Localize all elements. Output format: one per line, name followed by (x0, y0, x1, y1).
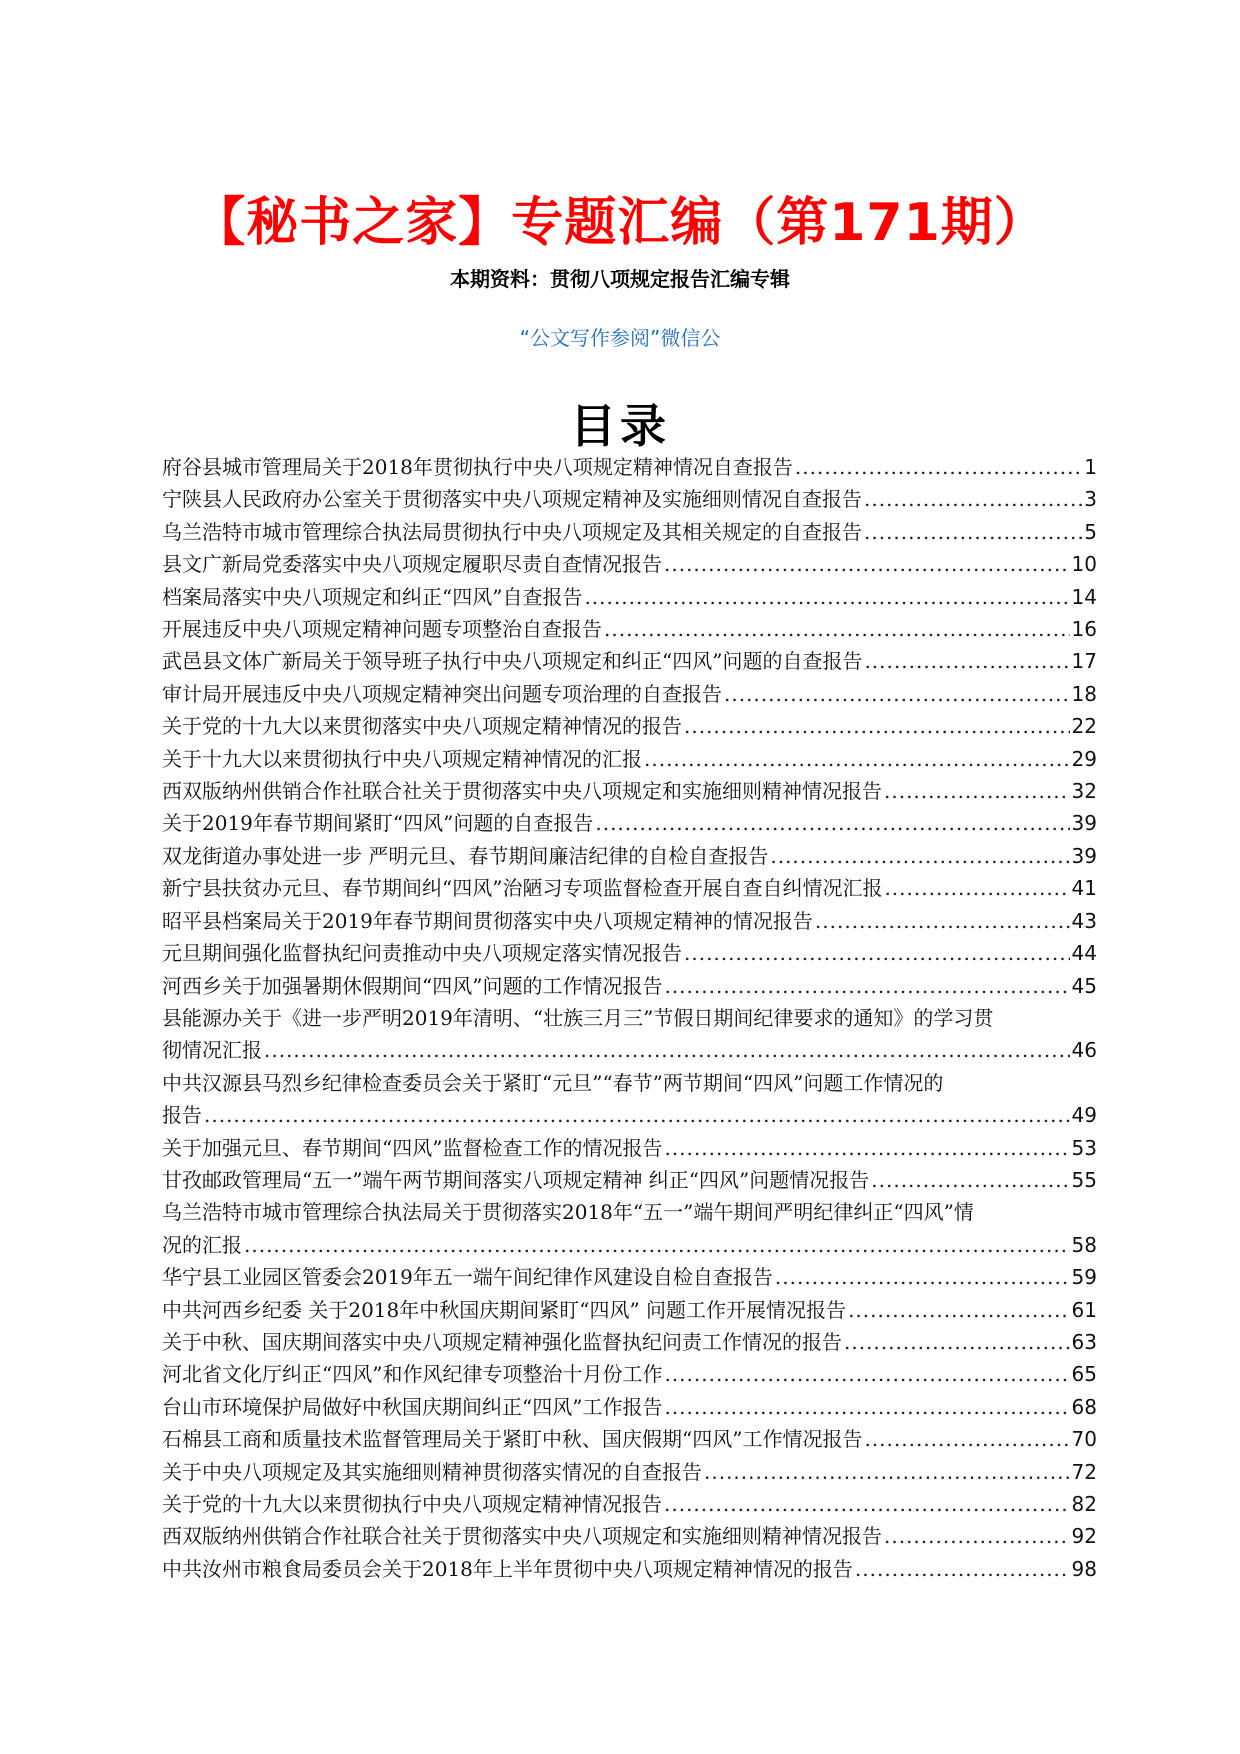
toc-entry[interactable] (162, 581, 1097, 613)
toc-page-number: 72 (1071, 1459, 1097, 1484)
toc-entry[interactable] (162, 937, 1097, 969)
toc-entry-title: 县文广新局党委落实中央八项规定履职尽责自查情况报告 (162, 552, 662, 577)
toc-entry-title: 甘孜邮政管理局“五一”端午两节期间落实八项规定精神 纠正“四风”问题情况报告 (162, 1167, 870, 1192)
toc-entry[interactable] (162, 1520, 1097, 1552)
toc-dot-leader (584, 581, 1069, 613)
toc-dot-leader (775, 1261, 1070, 1293)
toc-entry[interactable] (162, 1294, 1097, 1326)
toc-dot-leader (664, 1488, 1070, 1520)
toc-entry-title: 西双版纳州供销合作社联合社关于贯彻落实中央八项规定和实施细则精神情况报告 (162, 1524, 882, 1549)
toc-entry-title: 开展违反中央八项规定精神问题专项整治自查报告 (162, 617, 602, 642)
toc-entry-title: 华宁县工业园区管委会2019年五一端午间纪律作风建设自检自查报告 (162, 1265, 773, 1290)
toc-page-number: 3 (1084, 487, 1097, 512)
toc-entry-title: 元旦期间强化监督执纪问责推动中央八项规定落实情况报告 (162, 941, 682, 966)
toc-entry[interactable] (162, 1261, 1097, 1293)
toc-entry-title: 关于党的十九大以来贯彻执行中央八项规定精神情况报告 (162, 1492, 662, 1516)
toc-entry-title: 武邑县文体广新局关于领导班子执行中央八项规定和纠正“四风”问题的自查报告 (162, 649, 863, 674)
toc-dot-leader (844, 1326, 1070, 1358)
toc-dot-leader (884, 872, 1069, 904)
toc-page-number: 10 (1071, 552, 1097, 577)
toc-dot-leader (864, 483, 1082, 515)
toc-entry[interactable] (162, 548, 1097, 580)
toc-entry-title-continued: 况的汇报 (162, 1232, 242, 1257)
toc-page-number: 82 (1071, 1492, 1097, 1516)
toc-entry[interactable] (162, 451, 1097, 483)
toc-entry[interactable] (162, 1488, 1097, 1520)
toc-entry-title: 关于中秋、国庆期间落实中央八项规定精神强化监督执纪问责工作情况的报告 (162, 1329, 842, 1354)
toc-entry-title: 府谷县城市管理局关于2018年贯彻执行中央八项规定精神情况自查报告 (162, 455, 793, 479)
toc-page-number: 49 (1071, 1103, 1097, 1128)
toc-entry-title: 西双版纳州供销合作社联合社关于贯彻落实中央八项规定和实施细则精神情况报告 (162, 779, 882, 804)
source-note: “公文写作参阅”微信公 (519, 326, 721, 350)
toc-entry-title: 档案局落实中央八项规定和纠正“四风”自查报告 (162, 584, 583, 609)
toc-entry-title-continued: 报告 (162, 1103, 202, 1128)
issue-subtitle: 本期资料：贯彻八项规定报告汇编专辑 (450, 267, 790, 291)
toc-page-number: 32 (1071, 779, 1097, 804)
toc-page-number: 17 (1071, 649, 1097, 674)
toc-entry-title: 关于十九大以来贯彻执行中央八项规定精神情况的汇报 (162, 746, 642, 771)
toc-dot-leader (795, 451, 1082, 483)
toc-page-number: 55 (1071, 1167, 1097, 1192)
toc-entry-title: 审计局开展违反中央八项规定精神突出问题专项治理的自查报告 (162, 681, 722, 706)
toc-dot-leader (724, 678, 1070, 710)
toc-dot-leader (604, 613, 1070, 645)
table-of-contents (162, 451, 1097, 1585)
toc-entry[interactable] (162, 1391, 1097, 1423)
toc-entry[interactable] (162, 678, 1097, 710)
toc-page-number: 68 (1071, 1394, 1097, 1419)
toc-entry-title: 中共汉源县马烈乡纪律检查委员会关于紧盯“元旦”“春节”两节期间“四风”问题工作情况的 (162, 1070, 944, 1095)
toc-dot-leader (664, 1391, 1069, 1423)
toc-entry-title: 河西乡关于加强暑期休假期间“四风”问题的工作情况报告 (162, 973, 663, 998)
toc-dot-leader (664, 548, 1070, 580)
toc-page-number: 18 (1071, 681, 1097, 706)
toc-dot-leader (664, 970, 1069, 1002)
toc-entry[interactable] (162, 970, 1097, 1002)
toc-dot-leader (204, 1099, 1070, 1131)
toc-page-number: 53 (1071, 1135, 1097, 1160)
toc-entry[interactable] (162, 807, 1097, 839)
toc-entry[interactable] (162, 1164, 1097, 1196)
toc-entry[interactable] (162, 516, 1097, 548)
toc-entry[interactable] (162, 645, 1097, 677)
toc-entry-title: 石棉县工商和质量技术监督管理局关于紧盯中秋、国庆假期“四风”工作情况报告 (162, 1427, 863, 1452)
toc-entry-title: 昭平县档案局关于2019年春节期间贯彻落实中央八项规定精神的情况报告 (162, 908, 813, 933)
toc-dot-leader (848, 1294, 1069, 1326)
toc-page-number: 29 (1071, 746, 1097, 771)
toc-page-number: 58 (1071, 1232, 1097, 1257)
toc-entry-title: 新宁县扶贫办元旦、春节期间纠“四风”治陋习专项监督检查开展自查自纠情况汇报 (162, 876, 883, 901)
toc-entry[interactable] (162, 1326, 1097, 1358)
toc-page-number: 61 (1071, 1297, 1097, 1322)
toc-entry[interactable] (162, 613, 1097, 645)
toc-page-number: 1 (1084, 455, 1097, 479)
toc-entry-title: 中共汝州市粮食局委员会关于2018年上半年贯彻中央八项规定精神情况的报告 (162, 1556, 853, 1581)
toc-dot-leader (855, 1553, 1070, 1585)
toc-page-number: 41 (1071, 876, 1097, 901)
toc-entry-title: 关于中央八项规定及其实施细则精神贯彻落实情况的自查报告 (162, 1459, 702, 1484)
toc-entry[interactable] (162, 483, 1097, 515)
toc-entry-title: 河北省文化厅纠正“四风”和作风纪律专项整治十月份工作 (162, 1362, 663, 1387)
toc-dot-leader (644, 743, 1070, 775)
toc-entry[interactable] (162, 840, 1097, 872)
toc-page-number: 22 (1071, 714, 1097, 739)
toc-page-number: 59 (1071, 1265, 1097, 1290)
toc-entry[interactable] (162, 1456, 1097, 1488)
toc-dot-leader (664, 1132, 1069, 1164)
toc-heading: 目录 (570, 399, 670, 453)
toc-entry[interactable] (162, 872, 1097, 904)
toc-dot-leader (864, 645, 1069, 677)
toc-entry[interactable] (162, 1067, 1097, 1132)
toc-page-number: 70 (1071, 1427, 1097, 1452)
toc-page-number: 14 (1071, 584, 1097, 609)
toc-page-number: 45 (1071, 973, 1097, 998)
toc-entry[interactable] (162, 905, 1097, 937)
toc-page-number: 43 (1071, 908, 1097, 933)
toc-dot-leader (244, 1229, 1070, 1261)
toc-page-number: 39 (1071, 811, 1097, 836)
toc-entry-title: 双龙街道办事处进一步 严明元旦、春节期间廉洁纪律的自检自查报告 (162, 843, 769, 868)
toc-entry-title: 中共河西乡纪委 关于2018年中秋国庆期间紧盯“四风” 问题工作开展情况报告 (162, 1297, 847, 1322)
toc-page-number: 92 (1071, 1524, 1097, 1549)
toc-dot-leader (871, 1164, 1069, 1196)
toc-dot-leader (884, 1520, 1070, 1552)
toc-entry-title: 县能源办关于《进一步严明2019年清明、“壮族三月三”节假日期间纪律要求的通知》的学习贯 (162, 1005, 994, 1030)
toc-entry-title: 关于加强元旦、春节期间“四风”监督检查工作的情况报告 (162, 1135, 663, 1160)
toc-entry-title: 关于党的十九大以来贯彻落实中央八项规定精神情况的报告 (162, 714, 682, 739)
toc-entry[interactable] (162, 1358, 1097, 1390)
toc-dot-leader (264, 1034, 1070, 1066)
toc-page-number: 44 (1071, 941, 1097, 966)
toc-entry[interactable] (162, 1423, 1097, 1455)
toc-entry-title: 宁陕县人民政府办公室关于贯彻落实中央八项规定精神及实施细则情况自查报告 (162, 487, 862, 512)
toc-dot-leader (684, 937, 1070, 969)
toc-dot-leader (704, 1456, 1070, 1488)
toc-page-number: 65 (1071, 1362, 1097, 1387)
toc-page-number: 39 (1071, 843, 1097, 868)
toc-page-number: 98 (1071, 1556, 1097, 1581)
toc-page-number: 5 (1084, 519, 1097, 544)
toc-page-number: 46 (1071, 1038, 1097, 1063)
toc-page-number: 16 (1071, 617, 1097, 642)
toc-entry[interactable] (162, 743, 1097, 775)
toc-dot-leader (864, 516, 1082, 548)
toc-entry[interactable] (162, 1196, 1097, 1261)
toc-entry[interactable] (162, 1002, 1097, 1067)
toc-dot-leader (595, 807, 1069, 839)
toc-dot-leader (815, 905, 1070, 937)
toc-entry[interactable] (162, 1553, 1097, 1585)
toc-entry-title: 台山市环境保护局做好中秋国庆期间纠正“四风”工作报告 (162, 1394, 663, 1419)
document-title: 【秘书之家】专题汇编（第171期） (193, 193, 1047, 253)
toc-dot-leader (664, 1358, 1069, 1390)
toc-page-number: 63 (1071, 1329, 1097, 1354)
toc-entry[interactable] (162, 710, 1097, 742)
toc-entry-title: 乌兰浩特市城市管理综合执法局贯彻执行中央八项规定及其相关规定的自查报告 (162, 519, 862, 544)
toc-dot-leader (884, 775, 1070, 807)
toc-entry[interactable] (162, 1132, 1097, 1164)
toc-dot-leader (770, 840, 1069, 872)
toc-entry-title: 乌兰浩特市城市管理综合执法局关于贯彻落实2018年“五一”端午期间严明纪律纠正“四风”情 (162, 1200, 974, 1225)
toc-entry[interactable] (162, 775, 1097, 807)
toc-entry-title: 关于2019年春节期间紧盯“四风”问题的自查报告 (162, 811, 594, 836)
toc-dot-leader (684, 710, 1070, 742)
toc-entry-title-continued: 彻情况汇报 (162, 1038, 262, 1063)
toc-dot-leader (864, 1423, 1069, 1455)
